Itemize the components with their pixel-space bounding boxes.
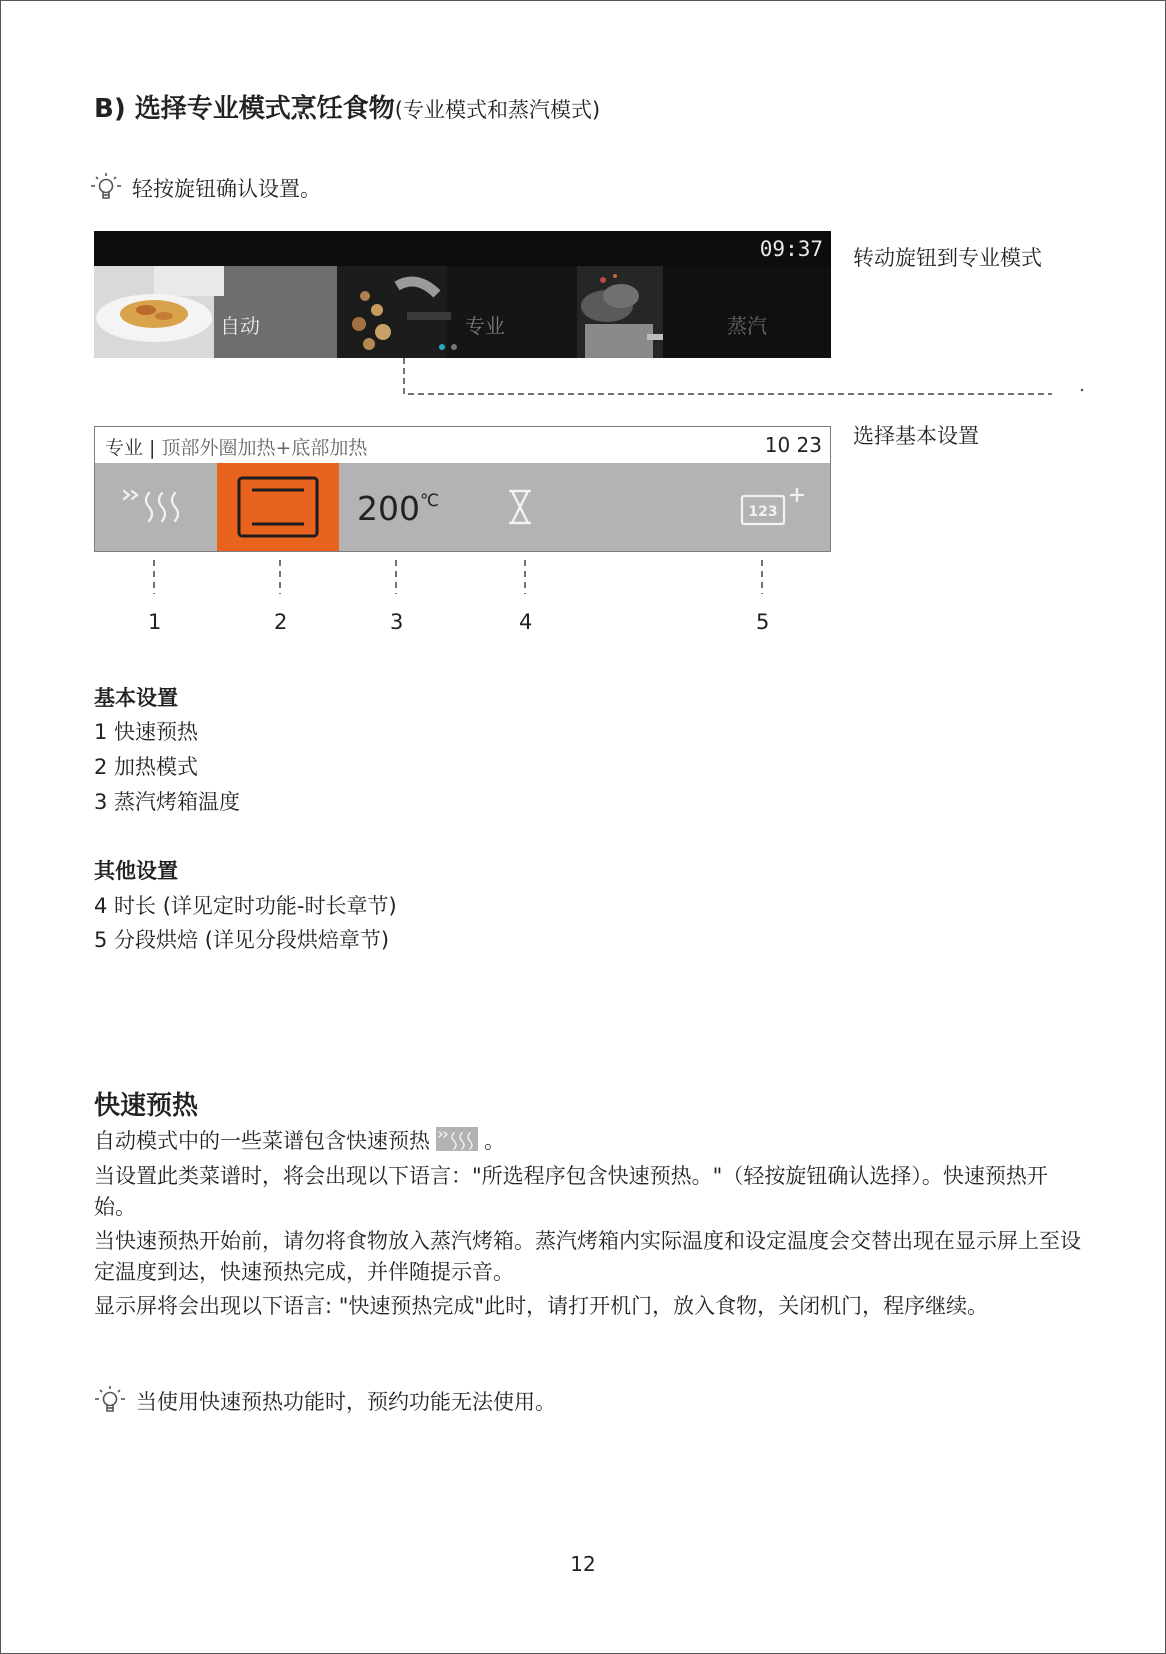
dashed-connector bbox=[400, 358, 1100, 398]
mode-name: 专业 bbox=[105, 437, 144, 459]
heating-mode-cell[interactable] bbox=[217, 463, 339, 551]
temperature-setting[interactable] bbox=[357, 489, 439, 528]
temperature-unit: ℃ bbox=[420, 491, 440, 511]
multi-stage-baking-icon bbox=[739, 486, 811, 528]
rapid-preheat-line1-text: 自动模式中的一些菜谱包含快速预热 bbox=[94, 1129, 430, 1153]
callout-lines bbox=[0, 556, 1166, 596]
settings-display bbox=[94, 426, 831, 552]
duration-cell[interactable] bbox=[495, 463, 545, 551]
rapid-preheat-heading: 快速预热 bbox=[94, 1091, 199, 1121]
mode-label-professional: 专业 bbox=[465, 314, 505, 338]
mode-label-auto: 自动 bbox=[220, 314, 260, 338]
pasta-dish-image bbox=[94, 266, 337, 358]
rapid-preheat-para3: 当快速预热开始前，请勿将食物放入蒸汽烤箱。蒸汽烤箱内实际温度和设定温度会交替出现在显示屏上至设定温度到达，快速预热完成，并伴随提示音。 bbox=[94, 1229, 1081, 1284]
callout-3: 3 bbox=[390, 610, 404, 634]
tip-confirm bbox=[88, 170, 321, 206]
annotation-turn-knob: 转动旋钮到专业模式 bbox=[853, 246, 1042, 270]
page-number: 12 bbox=[570, 1552, 596, 1576]
rapid-preheat-cell[interactable] bbox=[95, 463, 217, 551]
lightbulb-icon bbox=[92, 1383, 128, 1419]
section-title-subtitle: (专业模式和蒸汽模式) bbox=[394, 98, 601, 122]
mode-indicator: 专业 | 顶部外圈加热+底部加热 bbox=[105, 437, 368, 459]
rapid-preheat-icon bbox=[121, 483, 191, 531]
mode-tile-auto[interactable] bbox=[94, 266, 337, 358]
temperature-value: 200 bbox=[357, 489, 420, 528]
rapid-preheat-line1 bbox=[94, 1126, 1084, 1157]
page-indicator-dot-active bbox=[439, 344, 445, 350]
tip-confirm-text: 轻按旋钮确认设置。 bbox=[132, 177, 321, 201]
other-setting-item: 5 分段烘焙 (详见分段烘焙章节) bbox=[94, 928, 390, 952]
callout-1: 1 bbox=[148, 610, 162, 634]
mode-selection-display bbox=[94, 231, 831, 358]
steam-pot-image bbox=[577, 266, 831, 358]
mode-label-steam: 蒸汽 bbox=[727, 314, 767, 338]
callout-4: 4 bbox=[519, 610, 533, 634]
basic-setting-item: 1 快速预热 bbox=[94, 720, 199, 744]
mode-tile-steam[interactable] bbox=[577, 266, 831, 358]
settings-time: 10 23 bbox=[764, 433, 822, 457]
heating-mode-detail: 顶部外圈加热+底部加热 bbox=[161, 437, 368, 459]
settings-bar bbox=[95, 463, 830, 551]
rapid-preheat-para2: 当设置此类菜谱时，将会出现以下语言："所选程序包含快速预热。"（轻按旋钮确认选择）。快速预热开始。 bbox=[94, 1164, 1048, 1219]
heating-mode-icon bbox=[236, 475, 320, 539]
rapid-preheat-line1-end: 。 bbox=[484, 1129, 505, 1153]
callout-2: 2 bbox=[274, 610, 288, 634]
other-setting-item: 4 时长 (详见定时功能-时长章节) bbox=[94, 894, 397, 918]
display-clock: 09:37 bbox=[759, 237, 823, 261]
lightbulb-icon bbox=[88, 170, 124, 206]
annotation-basic-settings: 选择基本设置 bbox=[853, 424, 979, 448]
callout-5: 5 bbox=[756, 610, 770, 634]
tip-preheat bbox=[92, 1383, 556, 1419]
basic-setting-item: 3 蒸汽烤箱温度 bbox=[94, 790, 241, 814]
basic-setting-item: 2 加热模式 bbox=[94, 755, 199, 779]
other-settings-heading: 其他设置 bbox=[94, 859, 178, 883]
chef-tossing-image bbox=[337, 266, 577, 358]
rapid-preheat-inline-icon bbox=[436, 1127, 478, 1151]
section-title bbox=[94, 88, 600, 125]
section-title-main: B) 选择专业模式烹饪食物 bbox=[94, 94, 395, 124]
mode-tile-professional[interactable] bbox=[337, 266, 577, 358]
svg-text:123: 123 bbox=[748, 504, 778, 520]
multi-stage-baking-cell[interactable] bbox=[735, 463, 815, 551]
hourglass-icon bbox=[505, 487, 535, 527]
rapid-preheat-para4: 显示屏将会出现以下语言: "快速预热完成"此时，请打开机门，放入食物，关闭机门，程序继续。 bbox=[94, 1294, 989, 1318]
settings-topbar bbox=[95, 427, 830, 463]
basic-settings-heading: 基本设置 bbox=[94, 686, 178, 710]
page-indicator-dot bbox=[451, 344, 457, 350]
tip-preheat-text: 当使用快速预热功能时，预约功能无法使用。 bbox=[136, 1390, 556, 1414]
